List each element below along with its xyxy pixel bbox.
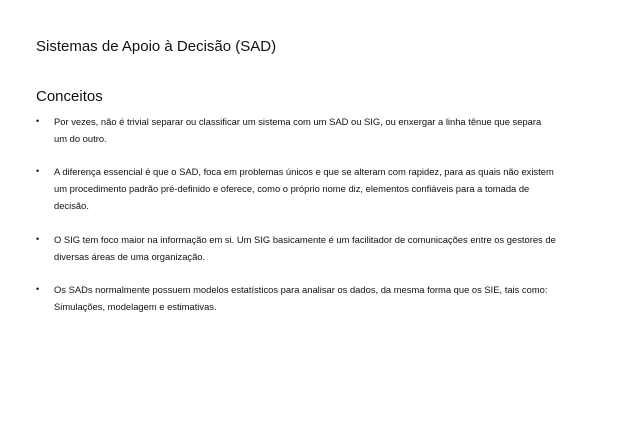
section-heading: Conceitos [36,88,103,105]
bullet-item [36,113,556,147]
bullet-dot-icon: • [36,116,40,126]
bullet-list [36,113,556,315]
bullet-dot-icon: • [36,166,40,176]
bullet-text: O SIG tem foco maior na informação em si. Um SIG basicamente é um facilitador de comunicações entre os gestores de diversas áreas de uma organização. [54,234,556,262]
bullet-text: Por vezes, não é trivial separar ou classificar um sistema com um SAD ou SIG, ou enxergar a linha tênue que separa um do outro. [54,116,542,144]
slide-title: Sistemas de Apoio à Decisão (SAD) [36,38,277,55]
bullet-item [36,281,556,315]
bullet-text: Os SADs normalmente possuem modelos estatísticos para analisar os dados, da mesma forma que os SIE, tais como: Simulações, modelagem e estimativas. [54,284,548,312]
bullet-dot-icon: • [36,284,40,294]
bullet-item [36,231,556,265]
bullet-text: A diferença essencial é que o SAD, foca em problemas únicos e que se alteram com rapidez, para as quais não existem um procedimento padrão pré-definido e oferece, como o próprio nome diz, elementos confiáveis para a tomada de decisão. [54,166,554,211]
bullet-item [36,163,556,214]
bullet-dot-icon: • [36,234,40,244]
